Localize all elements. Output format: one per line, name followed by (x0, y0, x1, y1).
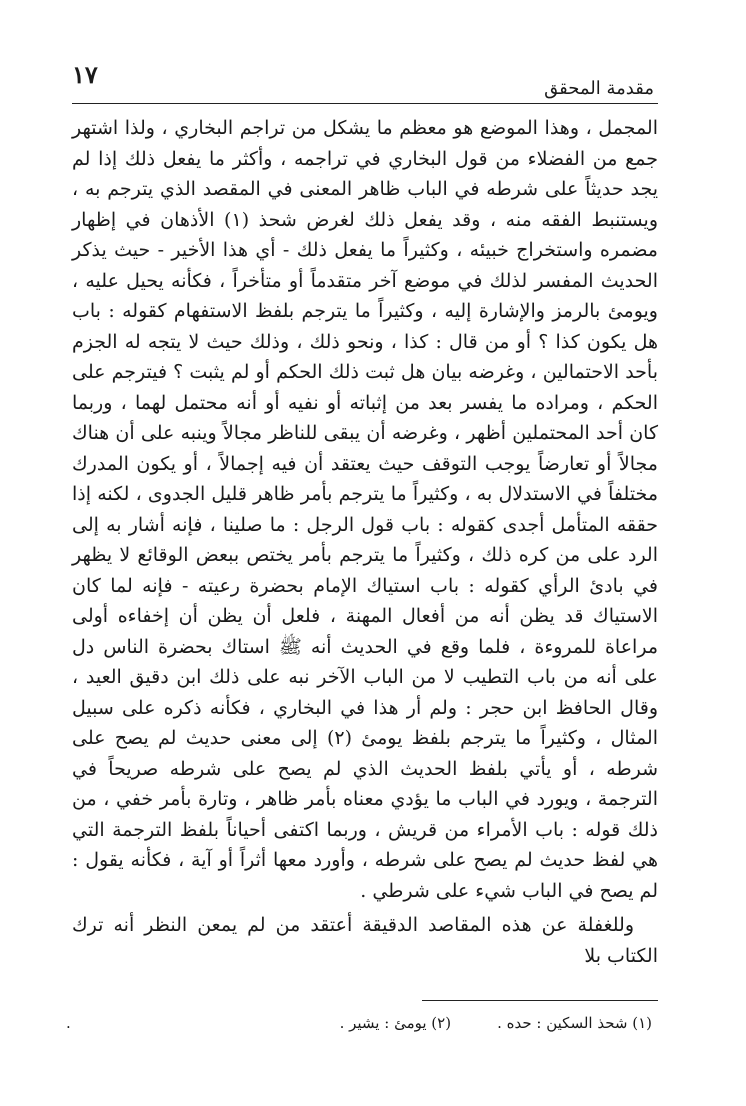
main-text (72, 113, 658, 971)
paragraph: وللغفلة عن هذه المقاصد الدقيقة أعتقد من لم يمعن النظر أنه ترك الكتاب بلا (72, 914, 658, 967)
footnote-item: (١) شحذ السكين : حده . (497, 1014, 652, 1032)
running-header (72, 58, 654, 98)
header-title: مقدمة المحقق (544, 78, 654, 99)
page-number: ١٧ (72, 60, 98, 89)
header-divider (72, 103, 658, 104)
margin-mark: . (66, 1014, 71, 1032)
footnote-item: (٢) يومئ : يشير . (339, 1014, 452, 1032)
footnotes (100, 1014, 652, 1032)
paragraph: المجمل ، وهذا الموضع هو معظم ما يشكل من تراجم البخاري ، ولذا اشتهر جمع من الفضلاء من قول البخاري في تراجمه ، وأكثر ما يفعل ذلك إذا لم يجد حديثاً على شرطه في الباب ظاهر المعنى في المقصد الذي يترجم به ، ويستنبط الفقه منه ، وقد يفعل ذلك لغرض شحذ (١) الأذهان في إظهار مضمره واستخراج خبيئه ، وكثيراً ما يفعل ذلك - أي هذا الأخير - حيث يذكر الحديث المفسر لذلك في موضع آخر متقدماً أو متأخراً ، فكأنه يحيل عليه ، ويومئ بالرمز والإشارة إليه ، وكثيراً ما يترجم بلفظ الاستفهام كقوله : باب هل يكون كذا ؟ أو من قال : كذا ، ونحو ذلك ، وذلك حيث لا يتجه له الجزم بأحد الاحتمالين ، وغرضه بيان هل ثبت ذلك الحكم أو لم يثبت ؟ فيترجم على الحكم ، ومراده ما يفسر بعد من إثباته أو نفيه أو أنه محتمل لهما ، وربما كان أحد المحتملين أظهر ، وغرضه أن يبقى للناظر مجالاً وينبه على أن هناك مجالاً أو تعارضاً يوجب التوقف حيث يعتقد أن فيه إجمالاً ، أو يكون المدرك مختلفاً في الاستدلال به ، وكثيراً ما يترجم بأمر ظاهر قليل الجدوى ، لكنه إذا حققه المتأمل أجدى كقوله : باب قول الرجل : ما صلينا ، فإنه أشار به إلى الرد على من كره ذلك ، وكثيراً ما يترجم بأمر يختص ببعض الوقائع لا يظهر في بادئ الرأي كقوله : باب استياك الإمام بحضرة رعيته - فإنه لما كان الاستياك قد يظن أنه من أفعال المهنة ، فلعل أن يظن أن إخفاءه أولى مراعاة للمروءة ، فلما وقع في الحديث أنه ﷺ استاك بحضرة الناس دل على أنه من باب التطيب لا من الباب الآخر نبه على ذلك ابن دقيق العيد ، وقال الحافظ ابن حجر : ولم أر هذا في البخاري ، فكأنه ذكره على سبيل المثال ، وكثيراً ما يترجم بلفظ يومئ (٢) إلى معنى حديث لم يصح على شرطه ، أو يأتي بلفظ الحديث الذي لم يصح على شرطه صريحاً في الترجمة ، ويورد في الباب ما يؤدي معناه بأمر ظاهر ، وتارة بأمر خفي ، من ذلك قوله : باب الأمراء من قريش ، وربما اكتفى أحياناً بلفظ الترجمة التي هي لفظ حديث لم يصح على شرطه ، وأورد معها أثراً أو آية ، فكأنه يقول : لم يصح في الباب شيء على شرطي . (72, 117, 659, 902)
footnote-divider (422, 1000, 658, 1001)
